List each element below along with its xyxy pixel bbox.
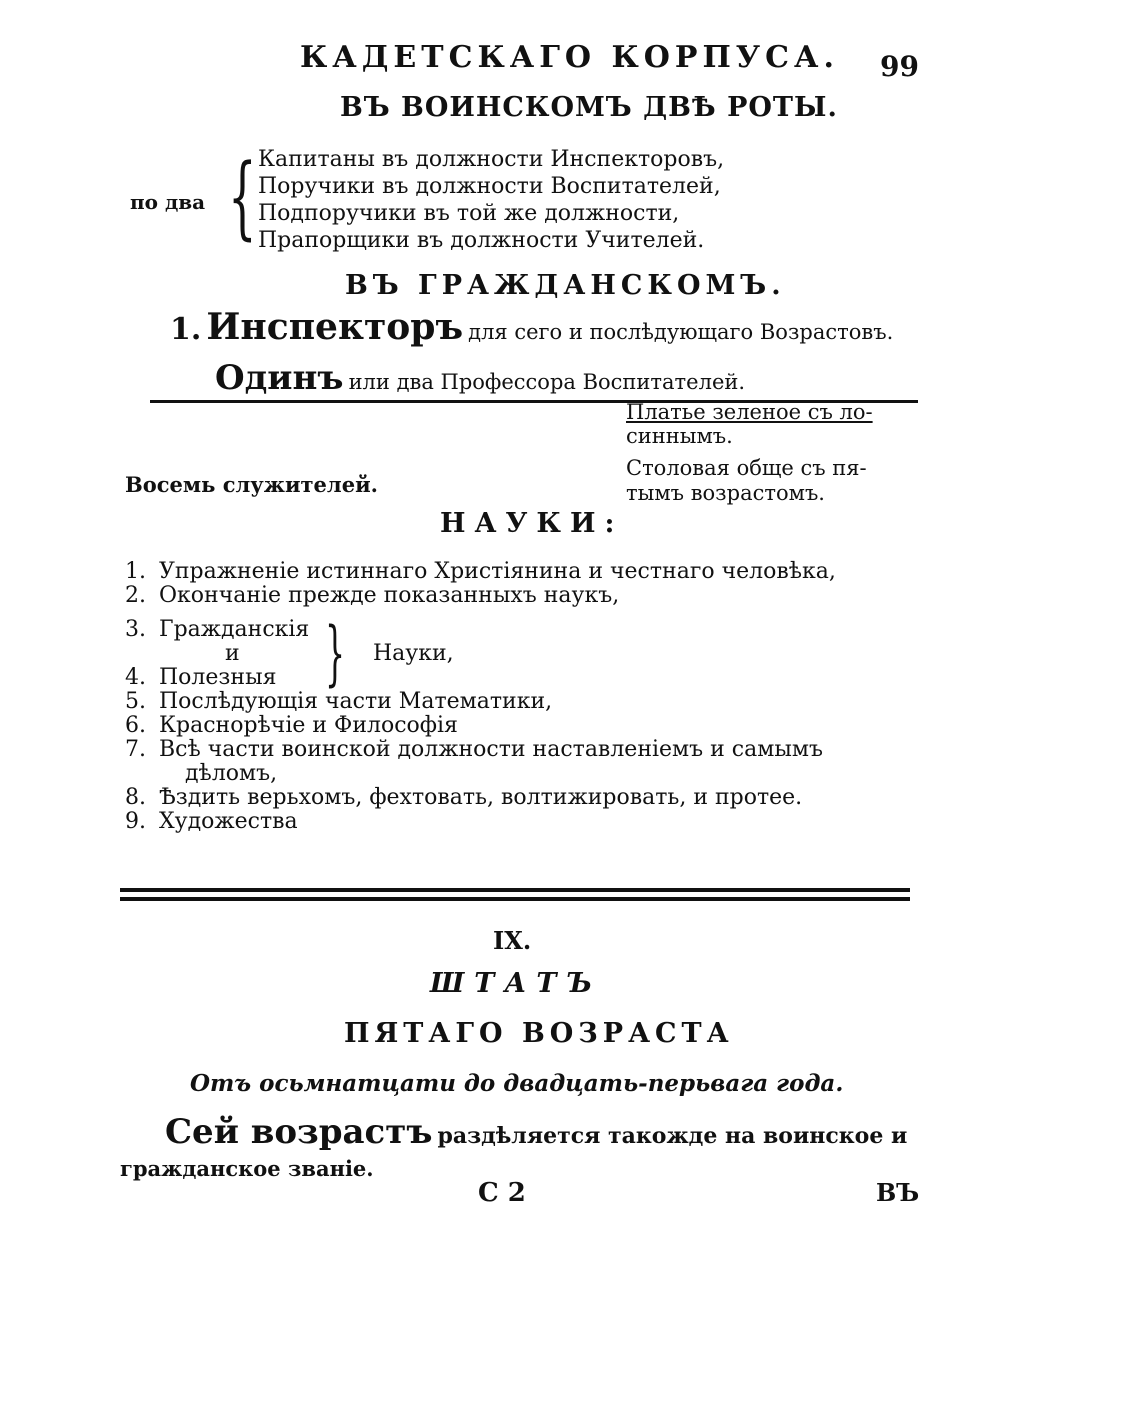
officer-line: Поручики въ должности Воспитателей, xyxy=(258,174,721,199)
sciences-group xyxy=(125,612,836,694)
list-item xyxy=(125,714,836,738)
dress-note-line: синнымъ. xyxy=(626,424,733,448)
item-text: Художества xyxy=(159,809,298,834)
officer-line: Капитаны въ должности Инспекторовъ, xyxy=(258,147,725,172)
inspector-line xyxy=(170,306,893,348)
group-text: Полезныя xyxy=(159,665,277,690)
page-number: 99 xyxy=(880,50,919,83)
list-item xyxy=(125,560,836,584)
item-number: 8. xyxy=(125,785,146,810)
group-line xyxy=(125,666,276,690)
officer-line: Прапорщики въ должности Учителей. xyxy=(258,228,705,253)
item-number: 3. xyxy=(125,617,146,642)
list-item xyxy=(125,786,836,810)
item-text: Окончаніе прежде показанныхъ наукъ, xyxy=(159,583,620,608)
item-text: Ѣздить верьхомъ, фехтовать, волтижировать, и протее. xyxy=(159,785,803,810)
table-note-line: тымъ возрастомъ. xyxy=(626,481,825,505)
item-number: 7. xyxy=(125,737,146,762)
inspector-rest: для сего и послѣдующаго Возрастовъ. xyxy=(468,320,894,344)
professors-rest: или два Профессора Воспитателей. xyxy=(348,370,746,394)
list-item xyxy=(125,810,836,834)
section-subtitle: ПЯТАГО ВОЗРАСТА xyxy=(344,1018,734,1049)
curly-brace: } xyxy=(325,612,346,694)
paragraph-line xyxy=(165,1112,907,1152)
dress-note-line: Платье зеленое съ ло- xyxy=(626,400,873,424)
officer-line: Подпоручики въ той же должности, xyxy=(258,201,680,226)
section-title: ШТАТЪ xyxy=(430,968,603,999)
catchword: ВЪ xyxy=(876,1178,920,1207)
item-number: 6. xyxy=(125,713,146,738)
table-note xyxy=(626,456,867,506)
group-text: Гражданскія xyxy=(159,617,310,642)
officer-list xyxy=(258,146,724,254)
table-note-line: Столовая обще съ пя- xyxy=(626,456,867,480)
professors-title: Одинъ xyxy=(215,358,344,398)
group-line: и xyxy=(225,641,240,666)
civil-heading: ВЪ ГРАЖДАНСКОМЪ. xyxy=(345,270,786,301)
double-rule-top xyxy=(120,888,910,892)
list-item xyxy=(125,584,836,608)
inspector-number: 1. xyxy=(170,312,202,347)
paragraph-line: гражданское званіе. xyxy=(120,1156,374,1181)
item-number: 9. xyxy=(125,809,146,834)
group-line xyxy=(125,618,309,642)
sciences-heading: НАУКИ: xyxy=(440,508,624,539)
item-number: 1. xyxy=(125,559,146,584)
curly-brace: { xyxy=(228,145,257,250)
item-number: 5. xyxy=(125,689,146,714)
item-text: Всѣ части воинской должности наставленіемъ и самымъ xyxy=(159,737,823,762)
item-text: Краснорѣчіе и Философія xyxy=(159,713,458,738)
list-item xyxy=(125,738,836,762)
sciences-list xyxy=(125,560,836,834)
group-label: Науки, xyxy=(373,641,454,666)
list-item xyxy=(125,690,836,714)
paragraph-lead: Сей возрастъ xyxy=(165,1112,433,1152)
inspector-title: Инспекторъ xyxy=(206,306,464,348)
item-number: 4. xyxy=(125,665,146,690)
section-number: IX. xyxy=(493,926,532,955)
servants-line: Восемь служителей. xyxy=(125,472,378,497)
signature-mark: С 2 xyxy=(478,1178,526,1208)
item-number: 2. xyxy=(125,583,146,608)
running-head-title: КАДЕТСКАГО КОРПУСА. xyxy=(300,40,839,75)
double-rule-bottom xyxy=(120,897,910,901)
military-heading: ВЪ ВОИНСКОМЪ ДВѢ РОТЫ. xyxy=(340,92,838,123)
professors-line xyxy=(215,358,745,398)
item-text: Послѣдующія части Математики, xyxy=(159,689,553,714)
age-range: Отъ осьмнатцати до двадцать-перьвага года. xyxy=(190,1070,844,1097)
paragraph-text: раздѣляется такожде на воинское и xyxy=(437,1123,908,1149)
brace-label: по два xyxy=(130,190,206,214)
item-text: Упражненіе истиннаго Христіянина и честнаго человѣка, xyxy=(159,559,836,584)
dress-note xyxy=(626,400,873,448)
list-item-continuation: дѣломъ, xyxy=(185,761,278,786)
